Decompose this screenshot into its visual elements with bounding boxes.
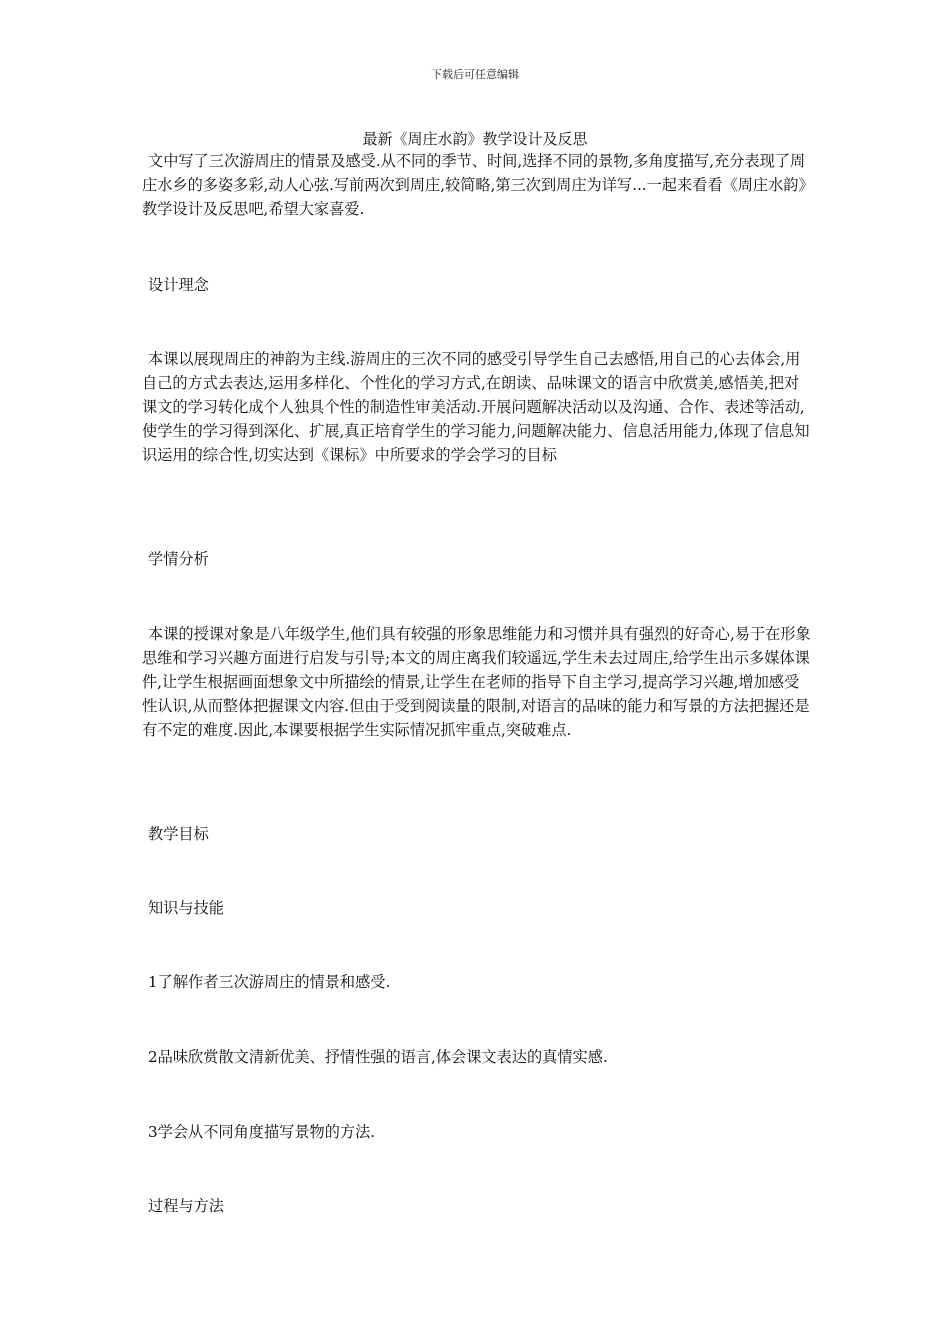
intro-paragraph: 文中写了三次游周庄的情景及感受.从不同的季节、时间,选择不同的景物,多角度描写,充分表现了周庄水乡的多姿多彩,动人心弦.写前两次到周庄,较简略,第三次到周庄为详写...一起来看看《周庄水韵》教学设计及反思吧,希望大家喜爱. bbox=[142, 152, 814, 218]
process-heading: 过程与方法 bbox=[148, 1197, 224, 1215]
header-note: 下载后可任意编辑 bbox=[431, 68, 519, 81]
page-title: 最新《周庄水韵》教学设计及反思 bbox=[362, 130, 588, 148]
analysis-paragraph: 本课的授课对象是八年级学生,他们具有较强的形象思维能力和习惯并具有强烈的好奇心,易于在形象思维和学习兴趣方面进行启发与引导;本文的周庄离我们较遥远,学生未去过周庄,给学生出示多媒体课件,让学生根据画面想象文中所描绘的情景,让学生在老师的指导下自主学习,提高学习兴趣,增加感受性认识,从而整体把握课文内容.但由于受到阅读量的限制,对语言的品味的能力和写景的方法把握还是有不定的难度.因此,本课要根据学生实际情况抓牢重点,突破难点. bbox=[142, 625, 811, 739]
analysis-heading: 学情分析 bbox=[148, 550, 209, 568]
design-concept-paragraph: 本课以展现周庄的神韵为主线.游周庄的三次不同的感受引导学生自己去感悟,用自己的心去体会,用自己的方式去表达,运用多样化、个性化的学习方式,在朗读、品味课文的语言中欣赏美,感悟美,把对课文的学习转化成个人独具个性的制造性审美活动.开展问题解决活动以及沟通、合作、表述等活动,使学生的学习得到深化、扩展,真正培育学生的学习能力,问题解决能力、信息活用能力,体现了信息知识运用的综合性,切实达到《课标》中所要求的学会学习的目标 bbox=[142, 350, 810, 464]
goal-item-1: 1了解作者三次游周庄的情景和感受. bbox=[148, 973, 391, 991]
knowledge-heading: 知识与技能 bbox=[148, 899, 224, 917]
goal-item-3: 3学会从不同角度描写景物的方法. bbox=[148, 1123, 376, 1141]
design-concept-heading: 设计理念 bbox=[148, 276, 209, 294]
goals-heading: 教学目标 bbox=[148, 825, 209, 843]
goal-item-2: 2品味欣赏散文清新优美、抒情性强的语言,体会课文表达的真情实感. bbox=[148, 1048, 608, 1066]
